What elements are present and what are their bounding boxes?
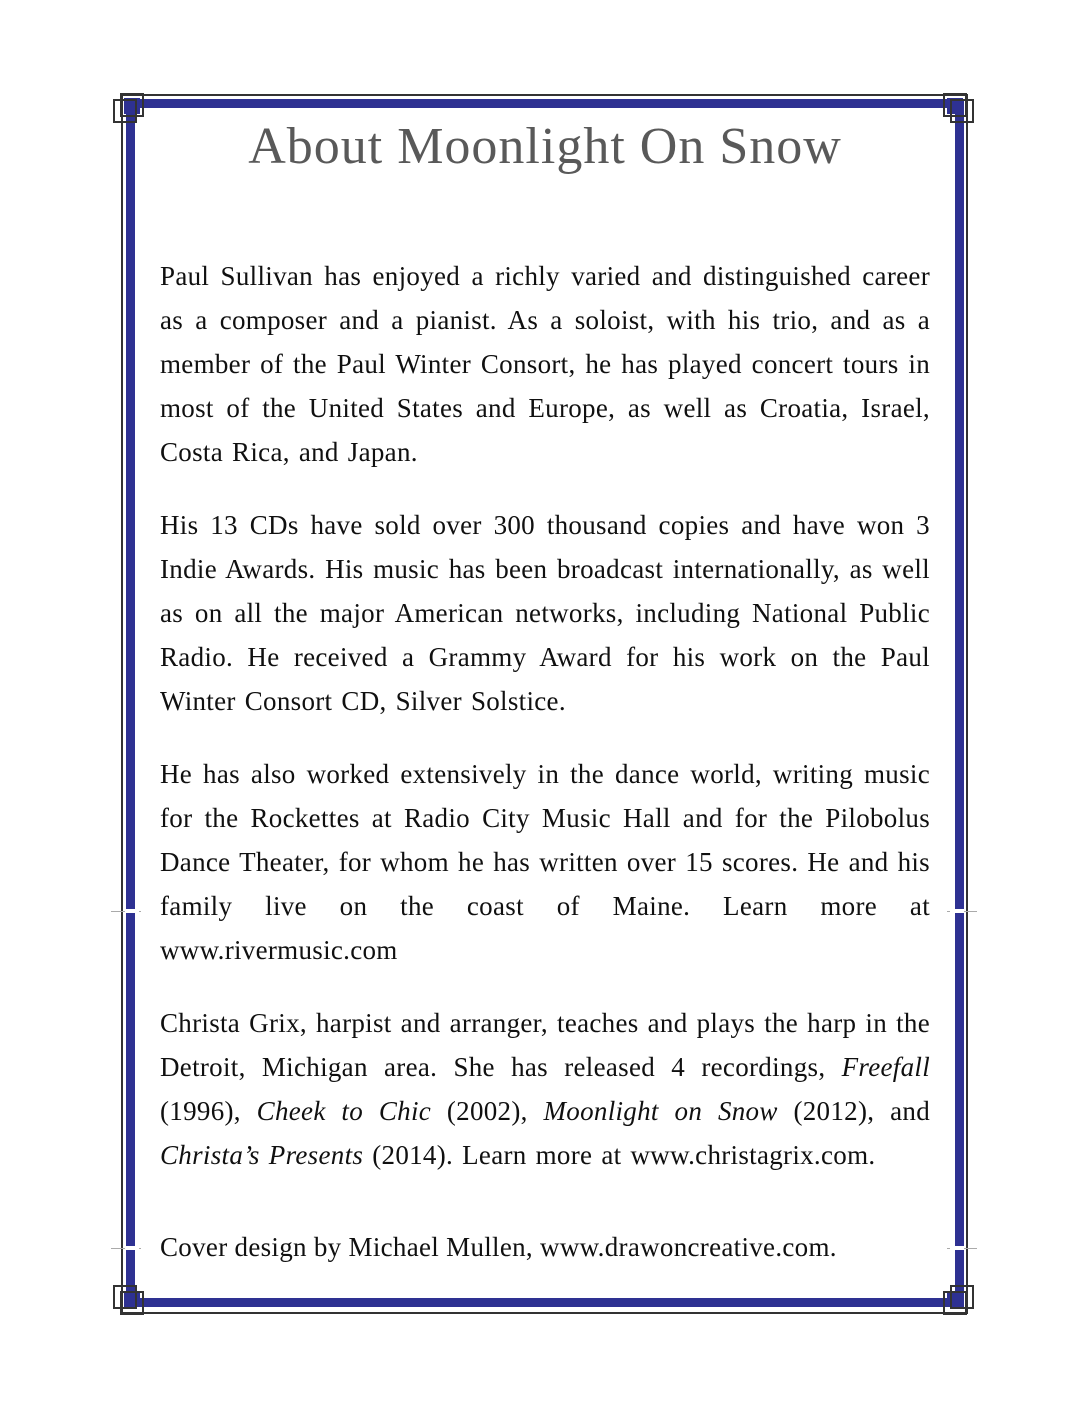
frame-corner-ornament	[113, 99, 137, 123]
body-paragraph: Christa Grix, harpist and arranger, teaches and plays the harp in the Detroit, Michigan area. She has released 4 recordings, Freefall (1996), Cheek to Chic (2002), Moonlight on Snow (2012), and Christa’s Presents (2014). Learn more at www.christagrix.com.	[160, 1008, 931, 1170]
page-seam-gap	[125, 1246, 139, 1250]
credit-line: Cover design by Michael Mullen, www.drawoncreative.com.	[160, 1232, 837, 1262]
frame-corner-ornament	[950, 1285, 974, 1309]
page-content	[160, 0, 930, 1269]
page-seam-gap	[950, 909, 964, 913]
page-title: About Moonlight On Snow	[248, 118, 842, 175]
frame-corner-ornament	[113, 1285, 137, 1309]
body-paragraph: Paul Sullivan has enjoyed a richly varied and distinguished career as a composer and a pianist. As a soloist, with his trio, and as a member of the Paul Winter Consort, he has played concert tours in most of the United States and Europe, as well as Croatia, Israel, Costa Rica, and Japan.	[160, 261, 930, 467]
frame-corner-ornament	[950, 99, 974, 123]
page-seam-gap	[125, 909, 139, 913]
page-seam-gap	[950, 1246, 964, 1250]
body-paragraph: He has also worked extensively in the dance world, writing music for the Rockettes at Radio City Music Hall and for the Pilobolus Dance Theater, for whom he has written over 15 scores. He and his family live on the coast of Maine. Learn more at www.rivermusic.com	[160, 759, 930, 965]
body-paragraphs	[160, 254, 930, 1177]
body-paragraph: His 13 CDs have sold over 300 thousand copies and have won 3 Indie Awards. His music has been broadcast internationally, as well as on all the major American networks, including National Public Radio. He received a Grammy Award for his work on the Paul Winter Consort CD, Silver Solstice.	[160, 510, 930, 716]
